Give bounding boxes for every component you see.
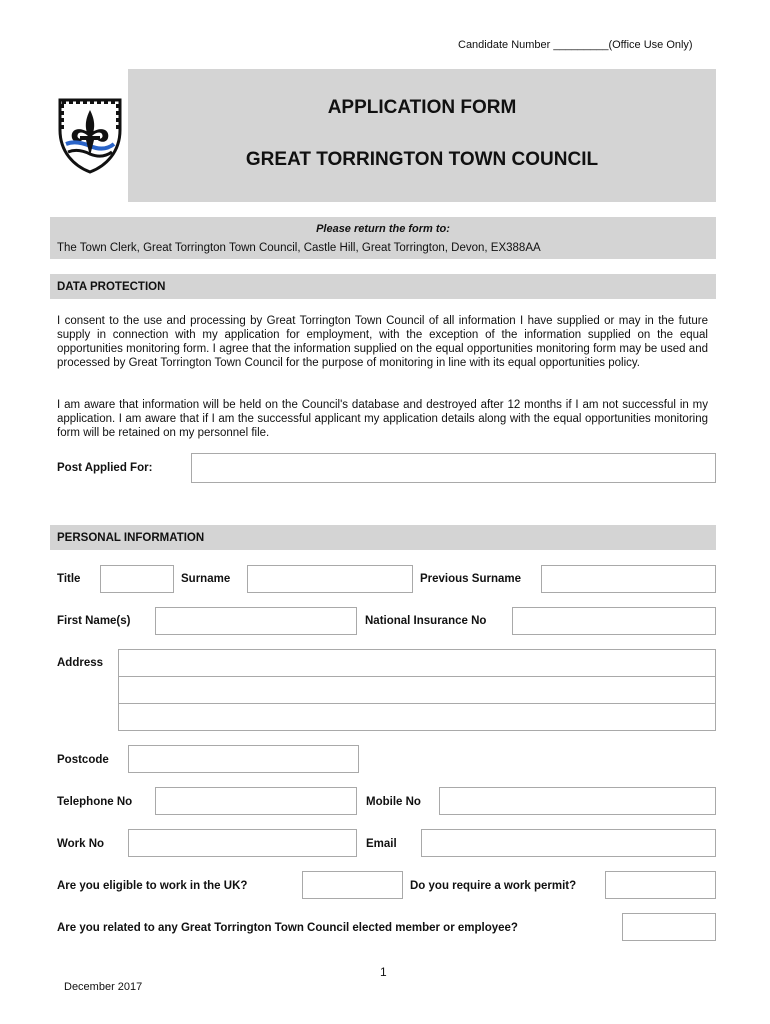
mobile-label: Mobile No — [366, 796, 421, 808]
address-label: Address — [57, 657, 104, 669]
address-line-2[interactable] — [118, 676, 716, 704]
related-input[interactable] — [622, 913, 716, 941]
surname-label: Surname — [181, 573, 231, 585]
first-name-label: First Name(s) — [57, 615, 131, 627]
surname-input[interactable] — [247, 565, 413, 593]
title-input[interactable] — [100, 565, 174, 593]
telephone-input[interactable] — [155, 787, 357, 815]
work-no-label: Work No — [57, 838, 105, 850]
page-number: 1 — [380, 965, 387, 979]
title-label: Title — [57, 573, 81, 585]
eligible-input[interactable] — [302, 871, 403, 899]
address-line-3[interactable] — [118, 703, 716, 731]
email-input[interactable] — [421, 829, 716, 857]
title-banner — [128, 69, 716, 202]
work-no-input[interactable] — [128, 829, 357, 857]
address-line-1[interactable] — [118, 649, 716, 677]
council-title: GREAT TORRINGTON TOWN COUNCIL — [245, 149, 599, 170]
ni-input[interactable] — [512, 607, 716, 635]
footer-date: December 2017 — [64, 981, 143, 993]
previous-surname-label: Previous Surname — [420, 573, 521, 585]
postcode-label: Postcode — [57, 754, 109, 766]
return-info-band — [50, 217, 716, 259]
work-permit-input[interactable] — [605, 871, 716, 899]
data-protection-heading: DATA PROTECTION — [57, 281, 166, 293]
telephone-label: Telephone No — [57, 796, 133, 808]
data-protection-header — [50, 274, 716, 299]
candidate-number-note: Candidate Number _________(Office Use Only) — [458, 39, 693, 51]
related-label: Are you related to any Great Torrington Town Council elected member or employee? — [57, 922, 518, 934]
mobile-input[interactable] — [439, 787, 716, 815]
ni-label: National Insurance No — [365, 615, 487, 627]
coat-of-arms-icon — [56, 96, 124, 174]
return-address: The Town Clerk, Great Torrington Town Council, Castle Hill, Great Torrington, Devon, EX388AA — [57, 242, 541, 254]
retention-paragraph: I am aware that information will be held on the Council's database and destroyed after 12 months if I am not successful in my application. I am aware that if I am the successful applicant my application details along with the equal opportunities monitoring form will be retained on my personnel file. — [57, 399, 708, 439]
work-permit-label: Do you require a work permit? — [410, 880, 577, 892]
personal-info-header — [50, 525, 716, 550]
postcode-input[interactable] — [128, 745, 359, 773]
first-name-input[interactable] — [155, 607, 357, 635]
post-applied-label: Post Applied For: — [57, 462, 153, 474]
eligible-label: Are you eligible to work in the UK? — [57, 880, 248, 892]
form-title: APPLICATION FORM — [327, 97, 517, 118]
post-applied-input[interactable] — [191, 453, 716, 483]
consent-paragraph: I consent to the use and processing by Great Torrington Town Council of all information I have supplied or may in the future supply in connection with my application for employment, with the exception of the information supplied on the equal opportunities monitoring form. I agree that the information supplied on the equal opportunities monitoring form may be used and processed by Great Torrington Town Council for the purpose of monitoring in line with its equal opportunities policy. — [57, 315, 708, 369]
email-label: Email — [366, 838, 397, 850]
personal-info-heading: PERSONAL INFORMATION — [57, 532, 205, 544]
previous-surname-input[interactable] — [541, 565, 716, 593]
return-heading: Please return the form to: — [316, 223, 450, 235]
